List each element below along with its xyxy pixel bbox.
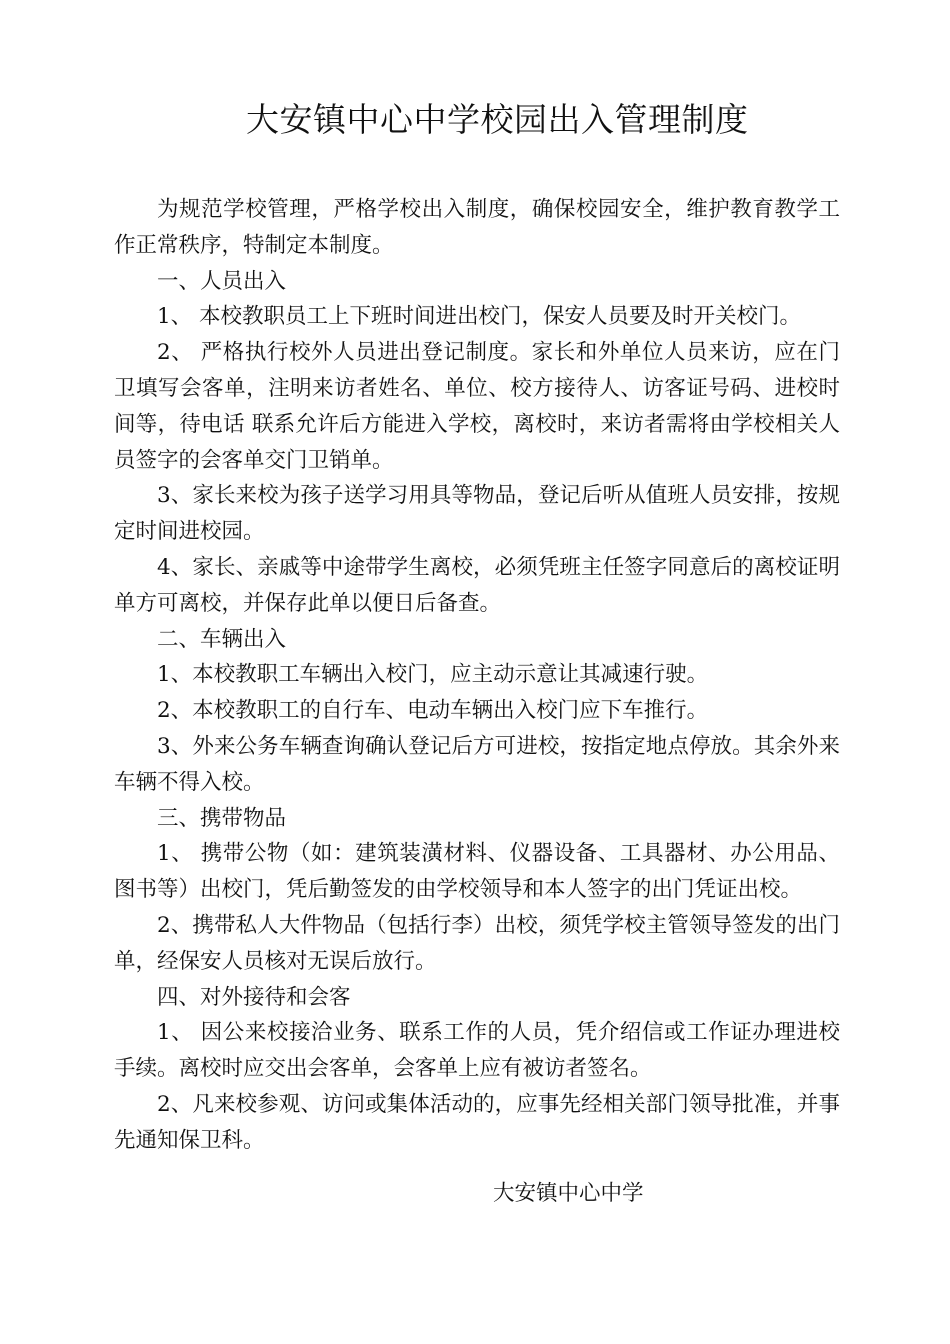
items-rule-1: 1、 携带公物（如：建筑装潢材料、仪器设备、工具器材、办公用品、图书等）出校门，凭后勤签发的由学校领导和本人签字的出门凭证出校。 bbox=[114, 841, 840, 903]
personnel-rule-3: 3、家长来校为孩子送学习用具等物品，登记后听从值班人员安排，按规定时间进校园。 bbox=[114, 483, 840, 545]
personnel-rule-1: 1、 本校教职员工上下班时间进出校门，保安人员要及时开关校门。 bbox=[157, 304, 802, 330]
personnel-rule-4: 4、家长、亲戚等中途带学生离校，必须凭班主任签字同意后的离校证明单方可离校，并保存此单以便日后备查。 bbox=[114, 554, 840, 616]
document-signature: 大安镇中心中学 bbox=[493, 1181, 644, 1206]
vehicle-rule-3: 3、外来公务车辆查询确认登记后方可进校，按指定地点停放。其余外来车辆不得入校。 bbox=[114, 733, 840, 795]
document-title: 大安镇中心中学校园出入管理制度 bbox=[246, 100, 749, 139]
reception-rule-1: 1、 因公来校接洽业务、联系工作的人员，凭介绍信或工作证办理进校手续。离校时应交出会客单，会客单上应有被访者签名。 bbox=[114, 1020, 840, 1082]
items-rule-2: 2、携带私人大件物品（包括行李）出校，须凭学校主管领导签发的出门单，经保安人员核对无误后放行。 bbox=[114, 912, 840, 974]
intro-paragraph: 为规范学校管理，严格学校出入制度，确保校园安全，维护教育教学工作正常秩序，特制定本制度。 bbox=[114, 197, 840, 258]
vehicle-rule-1: 1、本校教职工车辆出入校门，应主动示意让其减速行驶。 bbox=[157, 662, 709, 688]
document-body bbox=[114, 192, 840, 1159]
section-heading-vehicles: 二、车辆出入 bbox=[157, 626, 287, 652]
personnel-rule-2: 2、 严格执行校外人员进出登记制度。家长和外单位人员来访，应在门卫填写会客单，注明来访者姓名、单位、校方接待人、访客证号码、进校时间等，待电话 联系允许后方能进入学校，离校时，来访者需将由学校相关人员签字的会客单交门卫销单。 bbox=[114, 340, 840, 473]
vehicle-rule-2: 2、本校教职工的自行车、电动车辆出入校门应下车推行。 bbox=[157, 698, 709, 724]
section-heading-personnel: 一、人员出入 bbox=[157, 268, 287, 294]
reception-rule-2: 2、凡来校参观、访问或集体活动的，应事先经相关部门领导批准，并事先通知保卫科。 bbox=[114, 1091, 840, 1153]
section-heading-items: 三、携带物品 bbox=[157, 805, 287, 831]
section-heading-reception: 四、对外接待和会客 bbox=[157, 984, 351, 1010]
